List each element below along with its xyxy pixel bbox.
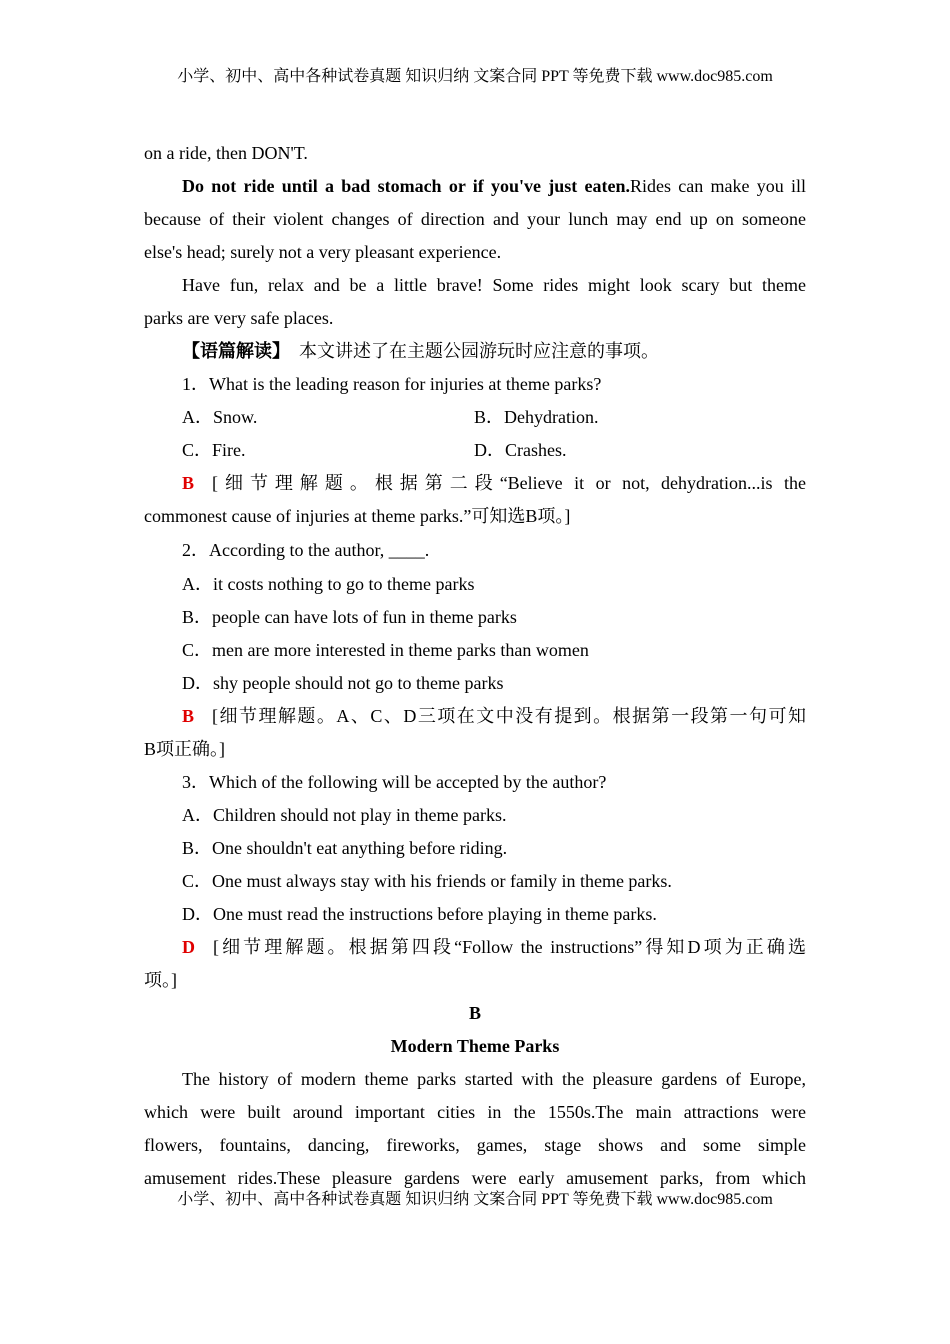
answer-key: D <box>182 937 195 957</box>
question-1-stem: 1．What is the leading reason for injuries at theme parks? <box>182 374 602 394</box>
explanation-text: [细节理解题。A、C、D三项在文中没有提到。根据第一段第一句可知 <box>212 706 806 726</box>
text-line: amusement rides.These pleasure gardens were early amusement parks, from which <box>144 1168 806 1188</box>
option: B．people can have lots of fun in theme parks <box>182 607 517 627</box>
explanation-line: B项正确。] <box>144 739 225 759</box>
text-line: parks are very safe places. <box>144 308 334 328</box>
summary-label: 【语篇解读】 <box>182 341 281 361</box>
text-line: flowers, fountains, dancing, fireworks, games, stage shows and some simple <box>144 1135 806 1155</box>
explanation-line <box>182 704 806 728</box>
option: D．One must read the instructions before playing in theme parks. <box>182 904 657 924</box>
bold-tip: Do not ride until a bad stomach or if you've just eaten. <box>182 176 630 196</box>
explanation-text: [细节理解题。根据第二段“Believe it or not, dehydration...is the <box>212 473 806 493</box>
option: A．Snow. <box>182 407 258 427</box>
text-line: Have fun, relax and be a little brave! Some rides might look scary but theme <box>182 275 806 295</box>
option: D．Crashes. <box>474 440 567 460</box>
text-line: The history of modern theme parks started with the pleasure gardens of Europe, <box>182 1069 806 1089</box>
summary <box>182 339 806 363</box>
summary-text: 本文讲述了在主题公园游玩时应注意的事项。 <box>281 341 659 361</box>
explanation-line <box>182 935 806 959</box>
option: B．One shouldn't eat anything before riding. <box>182 838 508 858</box>
text-line: because of their violent changes of direction and your lunch may end up on someone <box>144 209 806 229</box>
explanation-line: commonest cause of injuries at theme parks.”可知选B项。] <box>144 506 571 526</box>
option: A．it costs nothing to go to theme parks <box>182 574 475 594</box>
explanation-line: 项。] <box>144 970 177 990</box>
section-label: B <box>468 1003 481 1023</box>
text-line <box>182 174 806 198</box>
explanation-line <box>182 471 806 495</box>
option: C．men are more interested in theme parks than women <box>182 640 589 660</box>
text-line: which were built around important cities in the 1550s.The main attractions were <box>144 1102 806 1122</box>
passage-title: Modern Theme Parks <box>390 1036 560 1056</box>
option: B．Dehydration. <box>474 407 599 427</box>
question-2-stem: 2．According to the author, ____. <box>182 540 430 560</box>
text-fragment: Rides can make you ill <box>630 176 806 196</box>
option: D．shy people should not go to theme parks <box>182 673 504 693</box>
page-header: 小学、初中、高中各种试卷真题 知识归纳 文案合同 PPT 等免费下载 www.doc985.com <box>177 68 773 85</box>
option: A．Children should not play in theme parks. <box>182 805 507 825</box>
question-3-stem: 3．Which of the following will be accepted by the author? <box>182 772 607 792</box>
answer-key: B <box>182 473 195 493</box>
option: C．Fire. <box>182 440 246 460</box>
option: C．One must always stay with his friends or family in theme parks. <box>182 871 672 891</box>
text-line: else's head; surely not a very pleasant experience. <box>144 242 502 262</box>
explanation-text: [细节理解题。根据第四段“Follow the instructions”得知D项为正确选 <box>213 937 806 957</box>
page-footer: 小学、初中、高中各种试卷真题 知识归纳 文案合同 PPT 等免费下载 www.doc985.com <box>177 1191 773 1208</box>
text-line: on a ride, then DON'T. <box>144 143 308 163</box>
answer-key: B <box>182 706 195 726</box>
